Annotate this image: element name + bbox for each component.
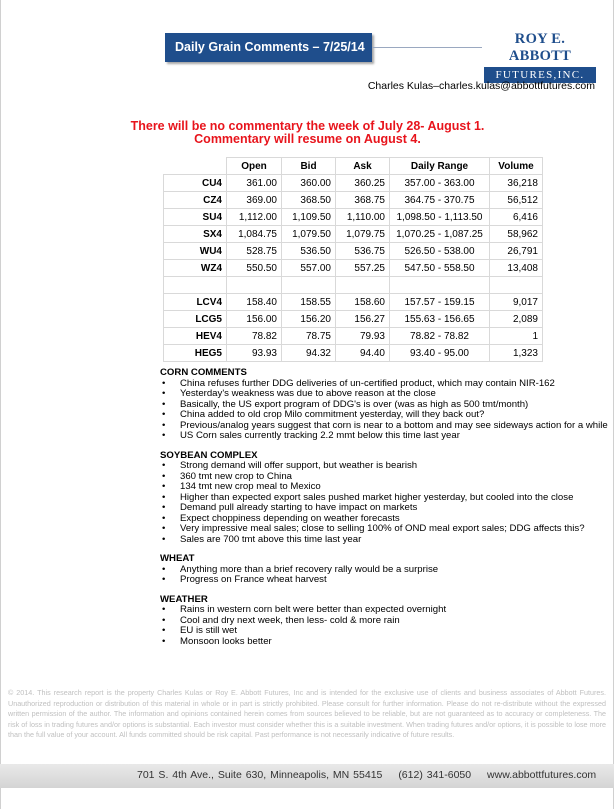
- bid-cell: 158.55: [282, 294, 336, 311]
- table-row: [164, 328, 543, 345]
- list-item: • Expect choppiness depending on weather forecasts: [180, 514, 600, 525]
- range-cell: 157.57 - 159.15: [390, 294, 490, 311]
- volume-cell: 56,512: [490, 192, 543, 209]
- ask-cell: 536.75: [336, 243, 390, 260]
- list-item: • Cool and dry next week, then less- cold & more rain: [180, 616, 600, 627]
- logo-name: ROY E. ABBOTT: [508, 31, 572, 64]
- footer-address: 701 S. 4th Ave., Suite 630, Minneapolis, MN 55415: [137, 769, 383, 781]
- table-row: [164, 192, 543, 209]
- symbol-cell: LCG5: [164, 311, 227, 328]
- list-item: • Basically, the US export program of DDG's is over (was as high as 500 tmt/month): [180, 400, 600, 411]
- author-contact: Charles Kulas–charles.kulas@abbottfutures.com: [367, 80, 595, 92]
- disclaimer: © 2014. This research report is the property Charles Kulas or Roy E. Abbott Futures, Inc and is intended for the exclusive use of clients and business associates of Abbott Futures. Unauthorized reproduction or distribution of this material in whole or in part is strictly prohibited. Please consult for further information. Please do not re-distribute without the expressed written permission of the author. The information and opinions contained herein comes from sources believed to be reliable, but are not guaranteed as to accuracy or completeness. The risk of loss in trading futures and/or options is substantial. Each investor must consider whether this is a suitable investment. When trading futures and/or options, it is possible to lose more than the full value of your account. All funds committed should be risk capital. Past performance is not necessarily indicative of future results.: [8, 688, 606, 739]
- open-cell: 93.93: [227, 345, 282, 362]
- list-item: • Rains in western corn belt were better than expected overnight: [180, 605, 600, 616]
- header-volume: Volume: [490, 158, 543, 175]
- bid-cell: 1,109.50: [282, 209, 336, 226]
- spacer-cell: [282, 277, 336, 294]
- section-title: WEATHER: [160, 593, 208, 605]
- ask-cell: 158.60: [336, 294, 390, 311]
- table-header-row: [164, 158, 543, 175]
- symbol-cell: LCV4: [164, 294, 227, 311]
- list-item: • Previous/analog years suggest that corn is near to a bottom and may see sideways action for a while: [180, 421, 600, 432]
- volume-cell: 2,089: [490, 311, 543, 328]
- section-list: [160, 605, 600, 647]
- table-row: [164, 243, 543, 260]
- ask-cell: 79.93: [336, 328, 390, 345]
- table-row: [164, 260, 543, 277]
- symbol-cell: SU4: [164, 209, 227, 226]
- range-cell: 93.40 - 95.00: [390, 345, 490, 362]
- list-item: • 360 tmt new crop to China: [180, 472, 600, 483]
- list-item: • Anything more than a brief recovery rally would be a surprise: [180, 565, 600, 576]
- footer-website[interactable]: www.abbottfutures.com: [487, 769, 597, 781]
- range-cell: 526.50 - 538.00: [390, 243, 490, 260]
- quotes-table: [163, 157, 543, 362]
- symbol-cell: HEG5: [164, 345, 227, 362]
- list-item: • EU is still wet: [180, 626, 600, 637]
- section-list: [160, 461, 600, 545]
- table-spacer-row: [164, 277, 543, 294]
- range-cell: 1,070.25 - 1,087.25: [390, 226, 490, 243]
- bid-cell: 368.50: [282, 192, 336, 209]
- bid-cell: 78.75: [282, 328, 336, 345]
- section-title: SOYBEAN COMPLEX: [160, 449, 258, 461]
- table-row: [164, 209, 543, 226]
- list-item: • China refuses further DDG deliveries of un-certified product, which may contain NIR-162: [180, 379, 600, 390]
- open-cell: 369.00: [227, 192, 282, 209]
- header-daily-range: Daily Range: [390, 158, 490, 175]
- footer: [137, 769, 608, 781]
- company-logo: [484, 31, 596, 81]
- ask-cell: 94.40: [336, 345, 390, 362]
- ask-cell: 368.75: [336, 192, 390, 209]
- list-item: • China added to old crop Milo commitment yesterday, will they back out?: [180, 410, 600, 421]
- volume-cell: 13,408: [490, 260, 543, 277]
- report-title: Daily Grain Comments – 7/25/14: [165, 33, 372, 62]
- volume-cell: 9,017: [490, 294, 543, 311]
- section-title: CORN COMMENTS: [160, 367, 247, 378]
- list-item: • Very impressive meal sales; close to selling 100% of OND meal export sales; DDG affects this?: [180, 524, 600, 535]
- bid-cell: 94.32: [282, 345, 336, 362]
- table-row: [164, 311, 543, 328]
- spacer-cell: [336, 277, 390, 294]
- list-item: • Sales are 700 tmt above this time last year: [180, 535, 600, 546]
- ask-cell: 1,110.00: [336, 209, 390, 226]
- spacer-cell: [164, 277, 227, 294]
- range-cell: 364.75 - 370.75: [390, 192, 490, 209]
- ask-cell: 360.25: [336, 175, 390, 192]
- notice: [0, 120, 615, 146]
- volume-cell: 1,323: [490, 345, 543, 362]
- header-open: Open: [227, 158, 282, 175]
- table-row: [164, 226, 543, 243]
- range-cell: 78.82 - 78.82: [390, 328, 490, 345]
- logo-subtitle: FUTURES,INC.: [484, 67, 596, 83]
- list-item: • Demand pull already starting to have impact on markets: [180, 503, 600, 514]
- spacer-cell: [390, 277, 490, 294]
- ask-cell: 557.25: [336, 260, 390, 277]
- open-cell: 156.00: [227, 311, 282, 328]
- list-item: • US Corn sales currently tracking 2.2 mmt below this time last year: [180, 431, 600, 442]
- table-row: [164, 294, 543, 311]
- list-item: • Yesterday's weakness was due to above reason at the close: [180, 389, 600, 400]
- header-bid: Bid: [282, 158, 336, 175]
- list-item: • Progress on France wheat harvest: [180, 575, 600, 586]
- open-cell: 361.00: [227, 175, 282, 192]
- symbol-cell: HEV4: [164, 328, 227, 345]
- table-row: [164, 345, 543, 362]
- open-cell: 550.50: [227, 260, 282, 277]
- list-item: • Strong demand will offer support, but weather is bearish: [180, 461, 600, 472]
- bid-cell: 156.20: [282, 311, 336, 328]
- header-ask: Ask: [336, 158, 390, 175]
- ask-cell: 1,079.75: [336, 226, 390, 243]
- open-cell: 528.75: [227, 243, 282, 260]
- open-cell: 1,084.75: [227, 226, 282, 243]
- spacer-cell: [490, 277, 543, 294]
- range-cell: 155.63 - 156.65: [390, 311, 490, 328]
- open-cell: 1,112.00: [227, 209, 282, 226]
- bid-cell: 1,079.50: [282, 226, 336, 243]
- range-cell: 547.50 - 558.50: [390, 260, 490, 277]
- table-row: [164, 175, 543, 192]
- symbol-cell: CZ4: [164, 192, 227, 209]
- section-title: WHEAT: [160, 553, 195, 564]
- range-cell: 357.00 - 363.00: [390, 175, 490, 192]
- list-item: • Monsoon looks better: [180, 637, 600, 648]
- bid-cell: 557.00: [282, 260, 336, 277]
- volume-cell: 36,218: [490, 175, 543, 192]
- section-list: [160, 565, 600, 586]
- list-item: • 134 tmt new crop meal to Mexico: [180, 482, 600, 493]
- spacer-cell: [227, 277, 282, 294]
- bid-cell: 536.50: [282, 243, 336, 260]
- volume-cell: 6,416: [490, 209, 543, 226]
- notice-line-2: Commentary will resume on August 4.: [194, 132, 421, 146]
- list-item: • Higher than expected export sales pushed market higher yesterday, but cooled into the close: [180, 493, 600, 504]
- symbol-cell: SX4: [164, 226, 227, 243]
- open-cell: 78.82: [227, 328, 282, 345]
- volume-cell: 58,962: [490, 226, 543, 243]
- section-list: [160, 377, 608, 442]
- header-corner: [164, 158, 227, 175]
- volume-cell: 1: [490, 328, 543, 345]
- commentary-sections: [160, 367, 608, 647]
- volume-cell: 26,791: [490, 243, 543, 260]
- header-rule: [372, 47, 482, 48]
- open-cell: 158.40: [227, 294, 282, 311]
- notice-line-1: There will be no commentary the week of July 28- August 1.: [130, 119, 485, 133]
- symbol-cell: WZ4: [164, 260, 227, 277]
- footer-phone: (612) 341-6050: [398, 769, 472, 781]
- range-cell: 1,098.50 - 1,113.50: [390, 209, 490, 226]
- symbol-cell: WU4: [164, 243, 227, 260]
- bid-cell: 360.00: [282, 175, 336, 192]
- ask-cell: 156.27: [336, 311, 390, 328]
- symbol-cell: CU4: [164, 175, 227, 192]
